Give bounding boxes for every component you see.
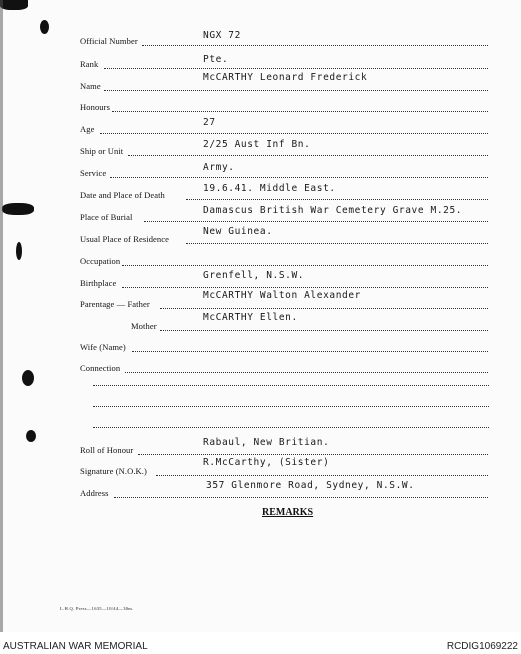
connection-dots [125, 372, 488, 373]
connection-blank-line-1 [93, 385, 489, 386]
mother-dots [160, 330, 488, 331]
row-address [0, 480, 521, 500]
service-value: Army. [203, 162, 235, 173]
name-dots [104, 90, 488, 91]
name-value: McCARTHY Leonard Frederick [203, 72, 368, 83]
connection-blank-line-3 [93, 427, 489, 428]
date-place-death-dots [186, 199, 488, 200]
rank-value: Pte. [203, 54, 229, 65]
archive-footer [0, 632, 521, 654]
father-label: Parentage — Father [80, 299, 150, 309]
place-of-burial-label: Place of Burial [80, 212, 133, 222]
row-birthplace [0, 270, 521, 290]
row-rank [0, 54, 521, 71]
ship-or-unit-dots [128, 155, 488, 156]
row-wife [0, 340, 521, 354]
ship-or-unit-label: Ship or Unit [80, 146, 124, 156]
signature-label: Signature (N.O.K.) [80, 466, 147, 476]
wife-label: Wife (Name) [80, 342, 126, 352]
place-of-burial-value: Damascus British War Cemetery Grave M.25. [203, 205, 463, 216]
date-place-death-value: 19.6.41. Middle East. [203, 183, 336, 194]
address-dots [114, 497, 488, 498]
birthplace-dots [122, 287, 488, 288]
birthplace-value: Grenfell, N.S.W. [203, 270, 305, 281]
honours-dots [112, 111, 488, 112]
father-value: McCARTHY Walton Alexander [203, 290, 361, 301]
row-connection [0, 361, 521, 375]
row-service [0, 162, 521, 180]
row-official-number [0, 30, 521, 48]
wife-dots [132, 351, 488, 352]
row-mother [0, 312, 521, 333]
row-usual-residence [0, 226, 521, 246]
row-signature [0, 457, 521, 478]
connection-label: Connection [80, 363, 121, 373]
birthplace-label: Birthplace [80, 278, 117, 288]
official-number-dots [142, 45, 488, 46]
usual-residence-label: Usual Place of Residence [80, 234, 170, 244]
row-father [0, 290, 521, 311]
punch-hole-bottom [26, 430, 36, 442]
service-label: Service [80, 168, 107, 178]
ship-or-unit-value: 2/25 Aust Inf Bn. [203, 139, 311, 150]
row-ship-or-unit [0, 139, 521, 158]
footer-record-id: RCDIG1069222 [446, 641, 518, 652]
service-dots [110, 177, 488, 178]
signature-value: R.McCarthy, (Sister) [203, 457, 330, 468]
row-age [0, 117, 521, 136]
roll-of-honour-label: Roll of Honour [80, 445, 134, 455]
mother-value: McCARTHY Ellen. [203, 312, 298, 323]
father-dots [160, 308, 488, 309]
signature-dots [156, 475, 488, 476]
rank-label: Rank [80, 59, 99, 69]
usual-residence-dots [186, 243, 488, 244]
printer-imprint: L.H.Q. Press—1635—10/44—30m. [60, 606, 134, 611]
official-number-value: NGX 72 [203, 30, 241, 41]
official-number-label: Official Number [80, 36, 138, 46]
punch-hole-top [40, 20, 49, 34]
usual-residence-value: New Guinea. [203, 226, 273, 237]
roll-of-honour-value: Rabaul, New Britian. [203, 437, 330, 448]
footer-institution: AUSTRALIAN WAR MEMORIAL [3, 641, 148, 652]
mother-label: Mother [131, 321, 157, 331]
rank-dots [104, 68, 488, 69]
occupation-label: Occupation [80, 256, 121, 266]
remarks-heading: REMARKS [262, 507, 314, 518]
honours-label: Honours [80, 102, 110, 112]
age-label: Age [80, 124, 95, 134]
occupation-dots [122, 265, 488, 266]
row-honours [0, 100, 521, 114]
place-of-burial-dots [144, 221, 488, 222]
ink-blot-top-left [0, 0, 28, 10]
age-value: 27 [203, 117, 216, 128]
connection-blank-line-2 [93, 406, 489, 407]
row-date-place-death [0, 183, 521, 202]
age-dots [100, 133, 488, 134]
address-value: 357 Glenmore Road, Sydney, N.S.W. [206, 480, 415, 491]
address-label: Address [80, 488, 109, 498]
row-name [0, 72, 521, 93]
scan-edge [0, 0, 3, 632]
row-occupation [0, 254, 521, 268]
row-place-of-burial [0, 205, 521, 224]
name-label: Name [80, 81, 101, 91]
row-roll-of-honour [0, 437, 521, 457]
date-place-death-label: Date and Place of Death [80, 190, 165, 200]
roll-of-honour-dots [138, 454, 488, 455]
